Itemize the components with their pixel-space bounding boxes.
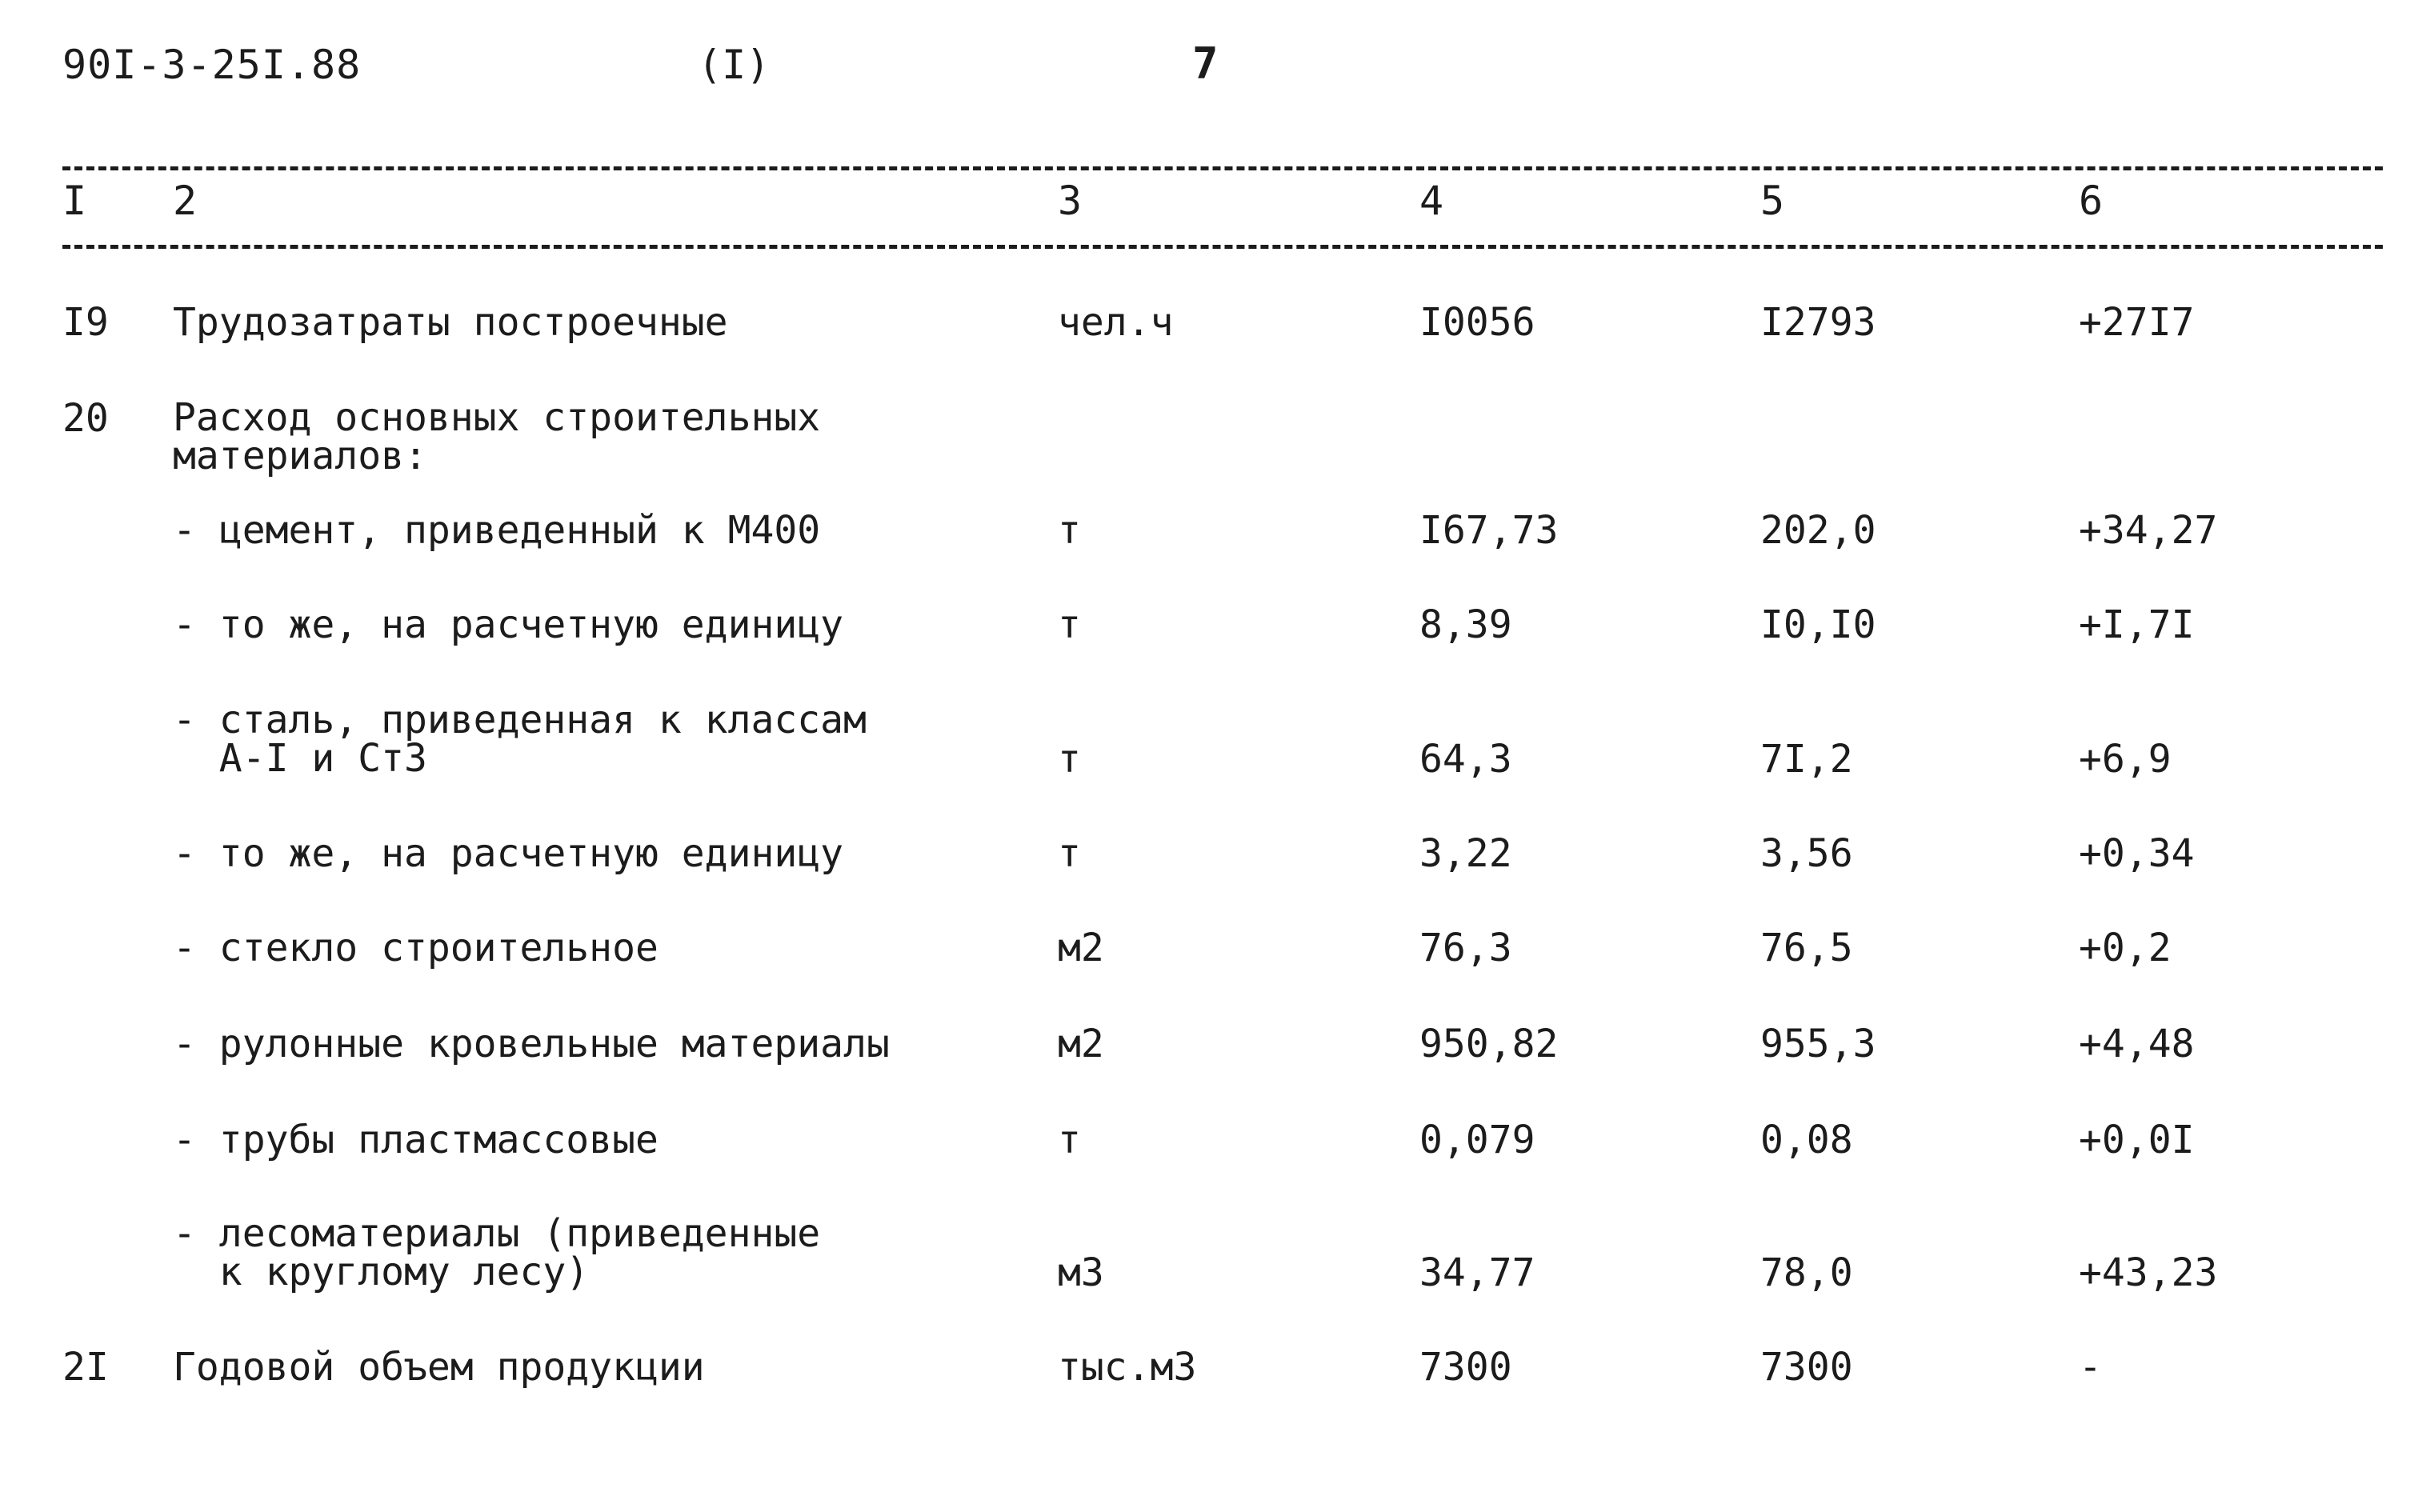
row-name: Годовой объем продукции (173, 1345, 705, 1390)
row-name: - цемент, приведенный к М400 (173, 508, 821, 553)
column-number: I (62, 178, 87, 224)
row-unit: м2 (1058, 926, 1104, 970)
row-value-2: 0,08 (1760, 1118, 1853, 1162)
row-name: - лесоматериалы (приведенные к круглому лесу) (173, 1211, 821, 1294)
row-unit: чел.ч (1058, 300, 1174, 345)
row-unit: м2 (1058, 1022, 1104, 1066)
row-unit: т (1058, 831, 1081, 876)
row-value-1: 3,22 (1419, 831, 1512, 876)
row-name: - стекло строительное (173, 926, 659, 970)
column-number: 2 (173, 178, 198, 224)
row-name: Трудозатраты построечные (173, 300, 728, 345)
row-unit: тыс.м3 (1058, 1345, 1197, 1390)
row-name: - сталь, приведенная к классам А-I и Ст3 (173, 698, 867, 781)
row-diff: +0,2 (2079, 926, 2172, 970)
row-name: - то же, на расчетную единицу (173, 831, 844, 876)
row-value-2: I0,I0 (1760, 602, 1876, 647)
row-number: 20 (62, 396, 109, 441)
row-value-2: 202,0 (1760, 508, 1876, 553)
row-unit: м3 (1058, 1250, 1104, 1295)
column-number: 3 (1058, 178, 1083, 224)
row-name: Расход основных строительных материалов: (173, 395, 821, 478)
row-diff: - (2079, 1345, 2102, 1390)
row-name: - трубы пластмассовые (173, 1118, 659, 1162)
row-value-2: I2793 (1760, 300, 1876, 345)
row-number: I9 (62, 300, 109, 345)
row-diff: +4,48 (2079, 1022, 2195, 1066)
row-diff: +0,0I (2079, 1118, 2195, 1162)
row-value-1: I67,73 (1419, 508, 1559, 553)
row-value-1: I0056 (1419, 300, 1535, 345)
row-value-1: 76,3 (1419, 926, 1512, 970)
document-code: 90I-3-25I.88 (62, 42, 362, 88)
row-unit: т (1058, 602, 1081, 647)
row-unit: т (1058, 737, 1081, 782)
column-number: 5 (1760, 178, 1785, 224)
sheet-marker: (I) (698, 42, 771, 88)
row-value-2: 955,3 (1760, 1022, 1876, 1066)
column-number: 6 (2079, 178, 2104, 224)
row-diff: +6,9 (2079, 737, 2172, 782)
column-number: 4 (1419, 178, 1444, 224)
row-value-2: 78,0 (1760, 1250, 1853, 1295)
row-diff: +27I7 (2079, 300, 2195, 345)
row-value-2: 3,56 (1760, 831, 1853, 876)
row-diff: +43,23 (2079, 1250, 2218, 1295)
row-value-2: 7I,2 (1760, 737, 1853, 782)
row-value-2: 76,5 (1760, 926, 1853, 970)
row-diff: +34,27 (2079, 508, 2218, 553)
row-value-1: 0,079 (1419, 1118, 1535, 1162)
row-diff: +0,34 (2079, 831, 2195, 876)
row-value-1: 64,3 (1419, 737, 1512, 782)
header-dash-line-top (62, 166, 2383, 170)
row-value-1: 7300 (1419, 1345, 1512, 1390)
row-unit: т (1058, 508, 1081, 553)
row-unit: т (1058, 1118, 1081, 1162)
row-value-2: 7300 (1760, 1345, 1853, 1390)
row-name: - рулонные кровельные материалы (173, 1022, 890, 1066)
header-dash-line-bottom (62, 245, 2383, 249)
row-name: - то же, на расчетную единицу (173, 602, 844, 647)
row-value-1: 8,39 (1419, 602, 1512, 647)
row-value-1: 950,82 (1419, 1022, 1559, 1066)
page-mark: 7 (1192, 38, 1219, 89)
row-value-1: 34,77 (1419, 1250, 1535, 1295)
row-diff: +I,7I (2079, 602, 2195, 647)
row-number: 2I (62, 1345, 109, 1390)
